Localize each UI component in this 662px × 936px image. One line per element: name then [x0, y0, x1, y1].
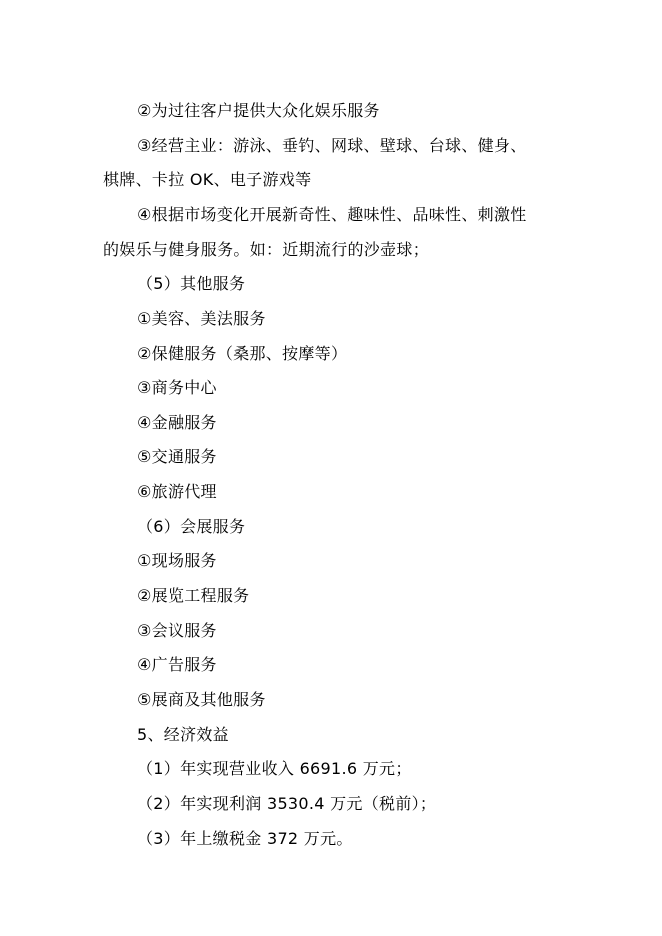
section-heading: 5、经济效益 — [137, 725, 229, 744]
text-line: （2）年实现利润 3530.4 万元（税前）； — [137, 794, 437, 813]
text-line: ②保健服务（桑那、按摩等） — [137, 344, 348, 363]
text-line: ②为过往客户提供大众化娱乐服务 — [137, 101, 380, 120]
text-line: ①美容、美法服务 — [137, 309, 266, 328]
text-line: （3）年上缴税金 372 万元。 — [137, 829, 353, 848]
text-line: （1）年实现营业收入 6691.6 万元； — [137, 759, 412, 778]
text-line: ⑥旅游代理 — [137, 482, 217, 501]
text-line: 棋牌、卡拉 OK、电子游戏等 — [103, 170, 312, 189]
text-line: ③商务中心 — [137, 378, 217, 397]
text-line: ④广告服务 — [137, 655, 217, 674]
text-line: ③经营主业：游泳、垂钓、网球、壁球、台球、健身、 — [137, 136, 527, 155]
text-line: ⑤交通服务 — [137, 447, 217, 466]
section-heading: （5）其他服务 — [137, 274, 246, 293]
text-line: ⑤展商及其他服务 — [137, 690, 266, 709]
section-heading: （6）会展服务 — [137, 517, 246, 536]
text-line: ④根据市场变化开展新奇性、趣味性、品味性、刺激性 — [137, 205, 527, 224]
text-line: ③会议服务 — [137, 621, 217, 640]
text-line: ②展览工程服务 — [137, 586, 250, 605]
text-line: ①现场服务 — [137, 551, 217, 570]
text-line: ④金融服务 — [137, 413, 217, 432]
text-line: 的娱乐与健身服务。如：近期流行的沙壶球； — [103, 240, 430, 259]
